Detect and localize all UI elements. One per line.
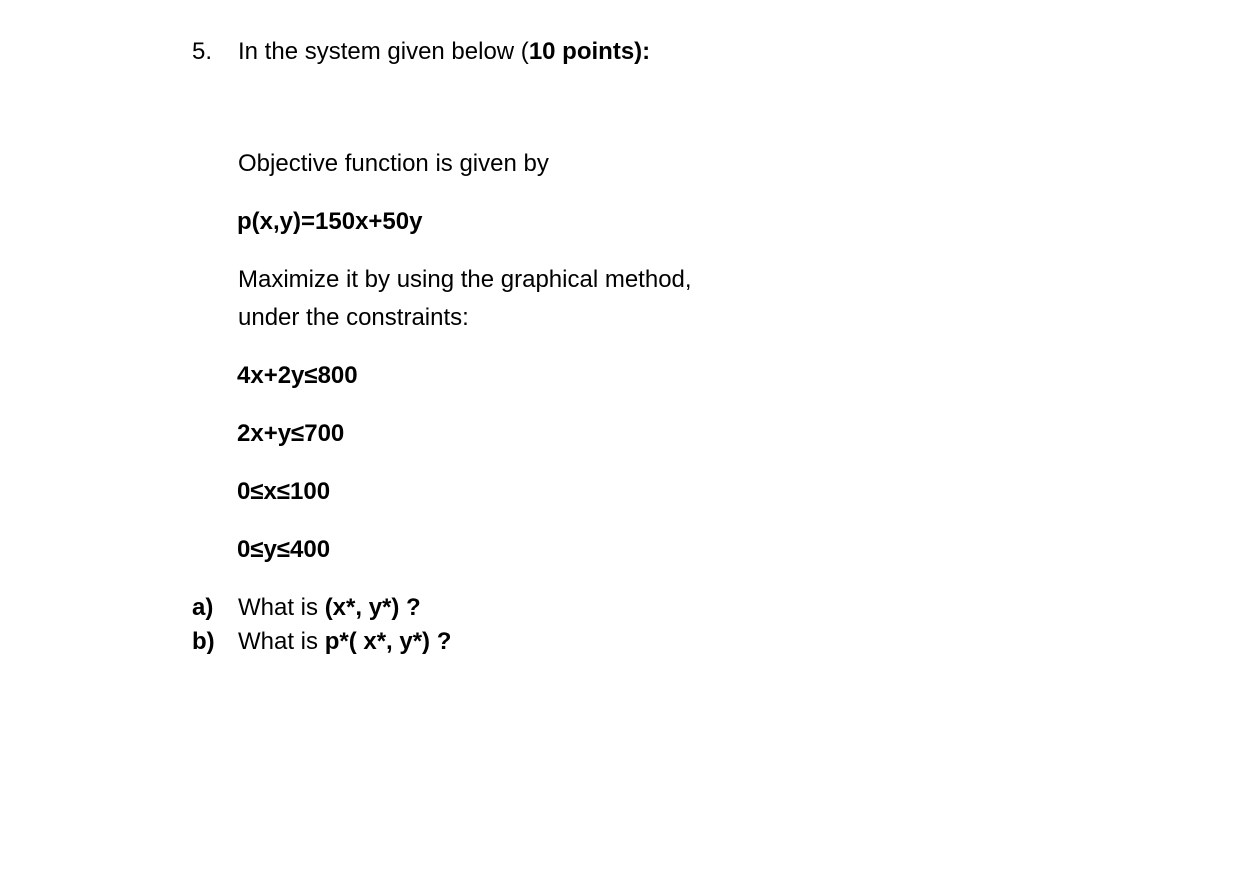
constraint-4: 0≤y≤400 — [237, 536, 331, 563]
constraint-1: 4x+2y≤800 — [237, 362, 358, 389]
objective-label: Objective function is given by — [238, 150, 549, 177]
objective-function: p(x,y)=150x+50y — [237, 208, 423, 235]
sub-question-b-marker: b) — [192, 628, 215, 655]
sub-question-a — [238, 593, 421, 623]
instruction-line-1: Maximize it by using the graphical method, — [238, 266, 692, 293]
instruction-line-2: under the constraints: — [238, 304, 469, 331]
sub-question-a-expr: (x*, y*) ? — [324, 594, 421, 621]
sub-question-b — [238, 627, 451, 657]
question-intro — [238, 37, 650, 67]
sub-question-b-expr: p*( x*, y*) ? — [324, 628, 452, 655]
intro-text: In the system given below ( — [238, 38, 529, 65]
constraint-3: 0≤x≤100 — [237, 478, 331, 505]
intro-points: 10 points): — [528, 38, 651, 65]
question-number: 5. — [192, 38, 213, 65]
sub-question-a-marker: a) — [192, 594, 214, 621]
sub-question-a-prefix: What is — [238, 594, 325, 621]
sub-question-b-prefix: What is — [238, 628, 325, 655]
constraint-2: 2x+y≤700 — [237, 420, 345, 447]
